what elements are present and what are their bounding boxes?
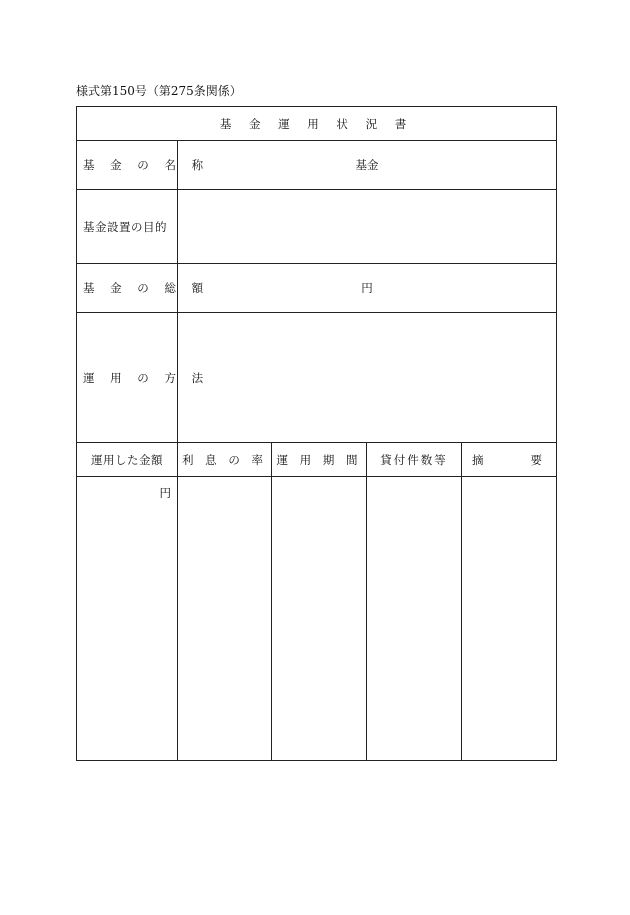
col-header-interest-rate: 利 息 の 率 bbox=[178, 443, 272, 477]
total-amount-field[interactable]: 円 bbox=[178, 264, 557, 313]
fund-operation-form bbox=[76, 106, 557, 761]
purpose-field[interactable] bbox=[178, 190, 557, 264]
amount-unit: 円 bbox=[159, 486, 171, 500]
fund-name-label: 基 金 の 名 称 bbox=[77, 141, 178, 190]
total-amount-label: 基 金 の 総 額 bbox=[77, 264, 178, 313]
loans-cell[interactable] bbox=[367, 477, 462, 761]
interest-rate-cell[interactable] bbox=[178, 477, 272, 761]
col-header-amount: 運用した金額 bbox=[77, 443, 178, 477]
form-title: 基 金 運 用 状 況 書 bbox=[77, 107, 557, 141]
purpose-label: 基金設置の目的 bbox=[77, 190, 178, 264]
summary-cell[interactable] bbox=[462, 477, 557, 761]
fund-name-field[interactable]: 基金 bbox=[178, 141, 557, 190]
col-header-loans: 貸付件数等 bbox=[367, 443, 462, 477]
form-number: 様式第150号（第275条関係） bbox=[76, 84, 242, 98]
col-header-period: 運 用 期 間 bbox=[272, 443, 367, 477]
col-header-summary: 摘 要 bbox=[462, 443, 557, 477]
method-field[interactable] bbox=[178, 313, 557, 443]
period-cell[interactable] bbox=[272, 477, 367, 761]
method-label: 運 用 の 方 法 bbox=[77, 313, 178, 443]
amount-cell[interactable] bbox=[77, 477, 178, 761]
